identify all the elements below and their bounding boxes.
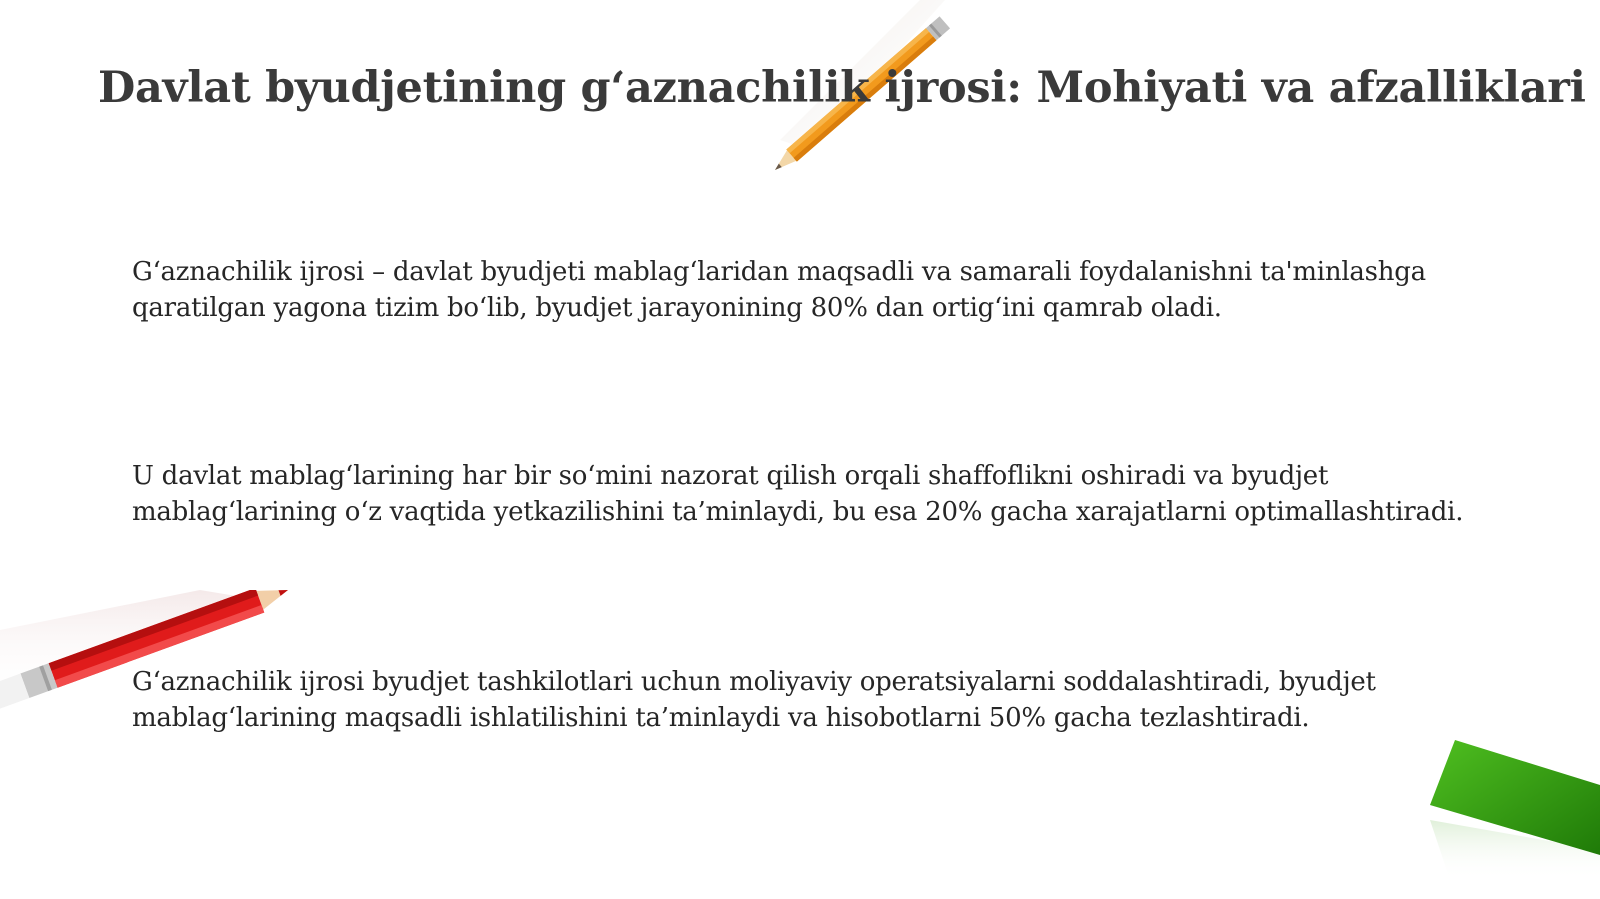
paragraph-simplification: G‘aznachilik ijrosi byudjet tashkilotlari uchun moliyaviy operatsiyalarni soddalashtiradi, byudjet mablag‘larining maqsadli ishlatilishini ta’minlaydi va hisobotlarni 50% gacha tezlashtiradi. (132, 667, 1376, 733)
slide-title: Davlat byudjetining g‘aznachilik ijrosi: Mohiyati va afzalliklari (98, 63, 1586, 113)
paragraph-definition: G‘aznachilik ijrosi – davlat byudjeti mablag‘laridan maqsadli va samarali foydalanishni ta'minlashga qaratilgan yagona tizim bo‘lib, byudjet jarayonining 80% dan ortig‘ini qamrab oladi. (132, 257, 1426, 323)
green-marker-icon (1430, 740, 1600, 880)
paragraph-transparency: U davlat mablag‘larining har bir so‘mini nazorat qilish orqali shaffoflikni oshiradi va byudjet mablag‘larining o‘z vaqtida yetkazilishini ta’minlaydi, bu esa 20% gacha xarajatlarni optimallashtiradi. (132, 461, 1464, 527)
